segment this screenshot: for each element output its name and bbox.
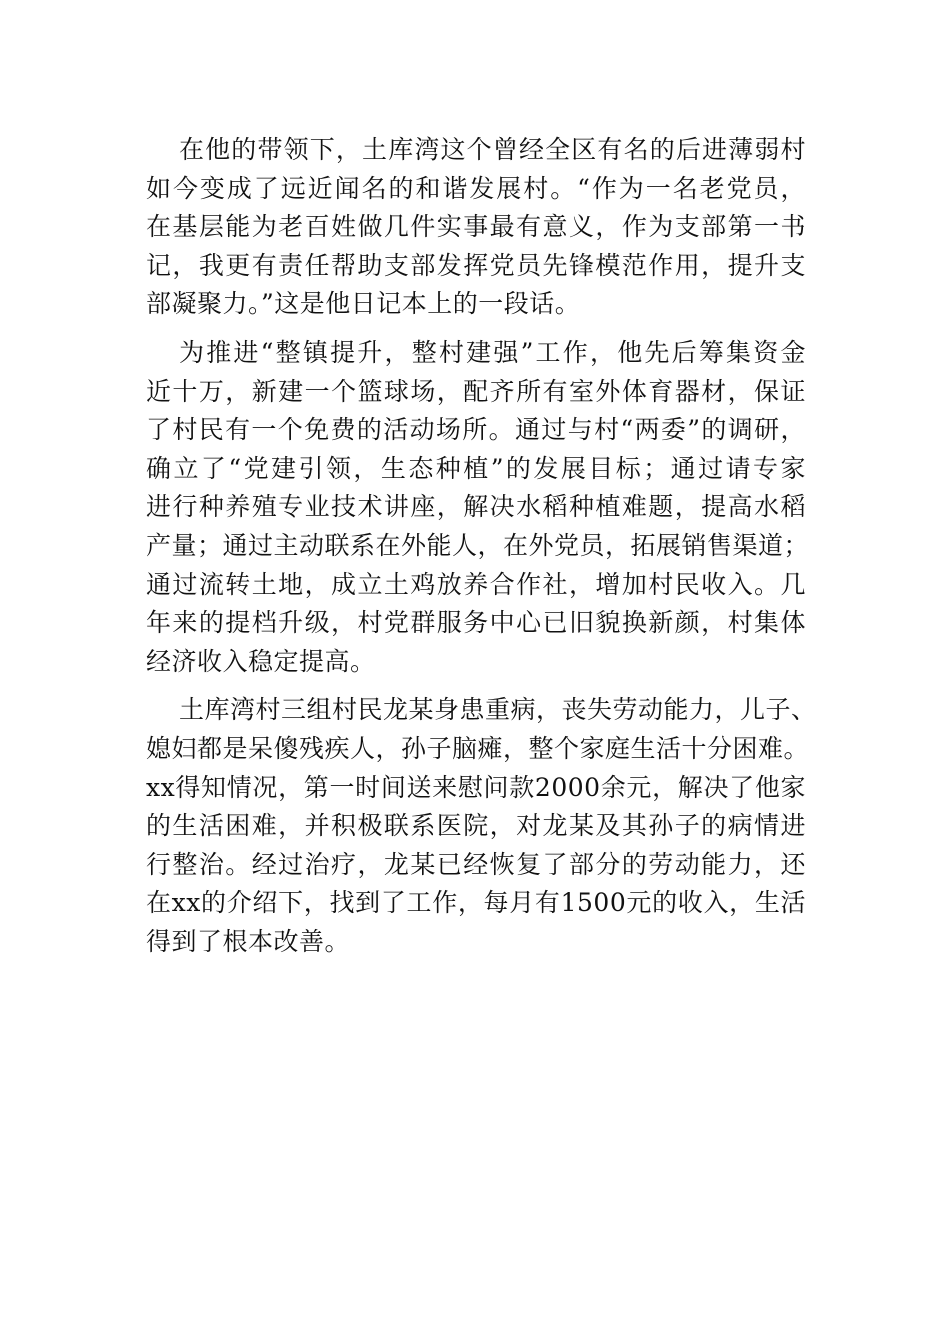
text-line: 行整治。经过治疗，龙某已经恢复了部分的劳动能力，还 — [146, 849, 806, 879]
text-line: 通过流转土地，成立土鸡放养合作社，增加村民收入。几 — [146, 569, 806, 599]
text-line: 部凝聚力。”这是他日记本上的一段话。 — [146, 289, 581, 319]
text-line: 的生活困难，并积极联系医院，对龙某及其孙子的病情进 — [146, 811, 806, 841]
text-line: 确立了“党建引领，生态种植”的发展目标；通过请专家 — [146, 453, 806, 483]
text-line: 在他的带领下，土库湾这个曾经全区有名的后进薄弱村 — [179, 135, 806, 164]
text-line: 得到了根本改善。 — [146, 926, 351, 956]
text-line: 产量；通过主动联系在外能人，在外党员，拓展销售渠道； — [146, 530, 810, 560]
paragraph-1 — [146, 131, 806, 324]
text-line: 在基层能为老百姓做几件实事最有意义，作为支部第一书 — [146, 212, 806, 242]
text-line: 为推进“整镇提升，整村建强”工作，他先后筹集资金 — [179, 337, 806, 367]
text-line: 进行种养殖专业技术讲座，解决水稻种植难题，提高水稻 — [146, 492, 806, 522]
text-line: 媳妇都是呆傻残疾人，孙子脑瘫，整个家庭生活十分困难。 — [146, 733, 810, 763]
text-line: 记，我更有责任帮助支部发挥党员先锋模范作用，提升支 — [146, 250, 806, 280]
document-body — [146, 131, 817, 971]
text-line: 经济收入稳定提高。 — [146, 646, 376, 676]
paragraph-3 — [146, 691, 817, 961]
paragraph-2 — [146, 334, 810, 681]
text-line: 了村民有一个免费的活动场所。通过与村“两委”的调研， — [146, 415, 806, 445]
text-line: xx得知情况，第一时间送来慰问款2000余元，解决了他家 — [146, 772, 806, 802]
text-line: 在xx的介绍下，找到了工作，每月有1500元的收入，生活 — [146, 888, 806, 918]
text-line: 近十万，新建一个篮球场，配齐所有室外体育器材，保证 — [146, 376, 806, 406]
text-line: 土库湾村三组村民龙某身患重病，丧失劳动能力，儿子、 — [179, 695, 817, 725]
text-line: 年来的提档升级，村党群服务中心已旧貌换新颜，村集体 — [146, 608, 806, 638]
text-line: 如今变成了远近闻名的和谐发展村。“作为一名老党员， — [146, 173, 806, 203]
